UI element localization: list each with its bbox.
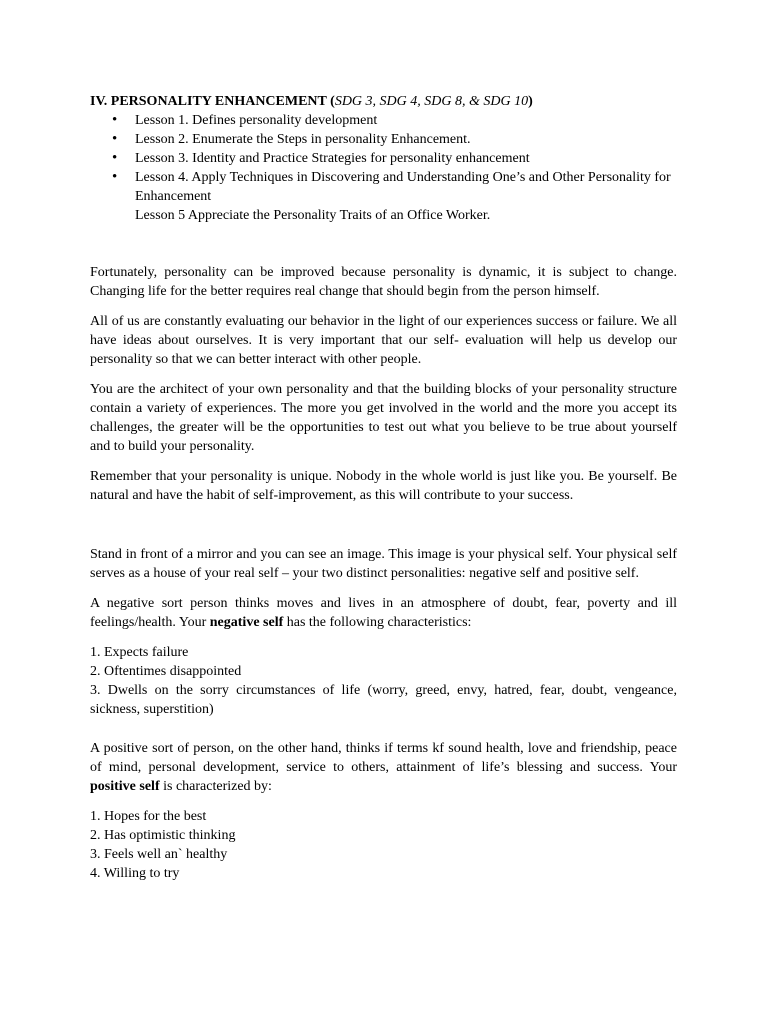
- lesson-item: • Lesson 2. Enumerate the Steps in personality Enhancement.: [90, 130, 677, 149]
- list-item: 1. Hopes for the best: [90, 809, 207, 824]
- lesson-item: • Lesson 3. Identity and Practice Strategies for personality enhancement: [90, 149, 677, 168]
- paragraph-improvement: Fortunately, personality can be improved because personality is dynamic, it is subject to change. Changing life for the better requires real change that should begin from the person himself.: [90, 265, 677, 299]
- paragraph-mirror: Stand in front of a mirror and you can see an image. This image is your physical self. Your physical self serves as a house of your real self – your two distinct personalities: negative self and positive self.: [90, 547, 677, 581]
- negative-self-term: negative self: [209, 615, 284, 630]
- heading-number: IV.: [90, 94, 108, 109]
- lesson-item: • Lesson 1. Defines personality development: [90, 111, 677, 130]
- section-heading: IV. PERSONALITY ENHANCEMENT (SDG 3, SDG 4, SDG 8, & SDG 10): [90, 94, 533, 109]
- sdg-4: SDG 4: [379, 94, 418, 109]
- list-item: 1. Expects failure: [90, 645, 189, 660]
- positive-characteristics-list: [90, 807, 677, 883]
- list-item: 3. Feels well an` healthy: [90, 847, 228, 862]
- list-item: 3. Dwells on the sorry circumstances of life (worry, greed, envy, hatred, fear, doubt, vengeance, sickness, superstition): [90, 683, 677, 717]
- heading-title: PERSONALITY ENHANCEMENT: [110, 94, 327, 109]
- list-item: 2. Has optimistic thinking: [90, 828, 236, 843]
- lesson-list: [90, 111, 677, 206]
- document-body: [90, 92, 677, 883]
- sdg-3: SDG 3: [334, 94, 373, 109]
- list-item: 2. Oftentimes disappointed: [90, 664, 242, 679]
- negative-characteristics-list: [90, 643, 677, 719]
- paragraph-positive-intro: A positive sort of person, on the other hand, thinks if terms kf sound health, love and friendship, peace of mind, personal development, service to others, attainment of life’s blessing and success. Your positive self is characterized by:: [90, 741, 677, 794]
- paragraph-negative-intro: A negative sort person thinks moves and lives in an atmosphere of doubt, fear, poverty and ill feelings/health. Your negative self has the following characteristics:: [90, 596, 677, 630]
- lesson-item: • Lesson 4. Apply Techniques in Discovering and Understanding One’s and Other Personality for Enhancement: [90, 168, 677, 206]
- sdg-8: SDG 8: [424, 94, 463, 109]
- sdg-amp: &: [469, 94, 480, 109]
- list-item: 4. Willing to try: [90, 866, 180, 881]
- positive-self-term: positive self: [90, 779, 160, 794]
- paragraph-unique: Remember that your personality is unique. Nobody in the whole world is just like you. Be yourself. Be natural and have the habit of self-improvement, as this will contribute to your success.: [90, 469, 677, 503]
- lesson-item-5: Lesson 5 Appreciate the Personality Traits of an Office Worker.: [135, 208, 491, 223]
- paragraph-architect: You are the architect of your own personality and that the building blocks of your personality structure contain a variety of experiences. The more you get involved in the world and the more you accept its challenges, the greater will be the opportunities to test out what you believe to be true about yourself and to build your personality.: [90, 382, 677, 454]
- paragraph-evaluation: All of us are constantly evaluating our behavior in the light of our experiences success or failure. We all have ideas about ourselves. It is very important that our self- evaluation will help us develop our personality so that we can better interact with other people.: [90, 314, 677, 367]
- sdg-10: SDG 10: [483, 94, 529, 109]
